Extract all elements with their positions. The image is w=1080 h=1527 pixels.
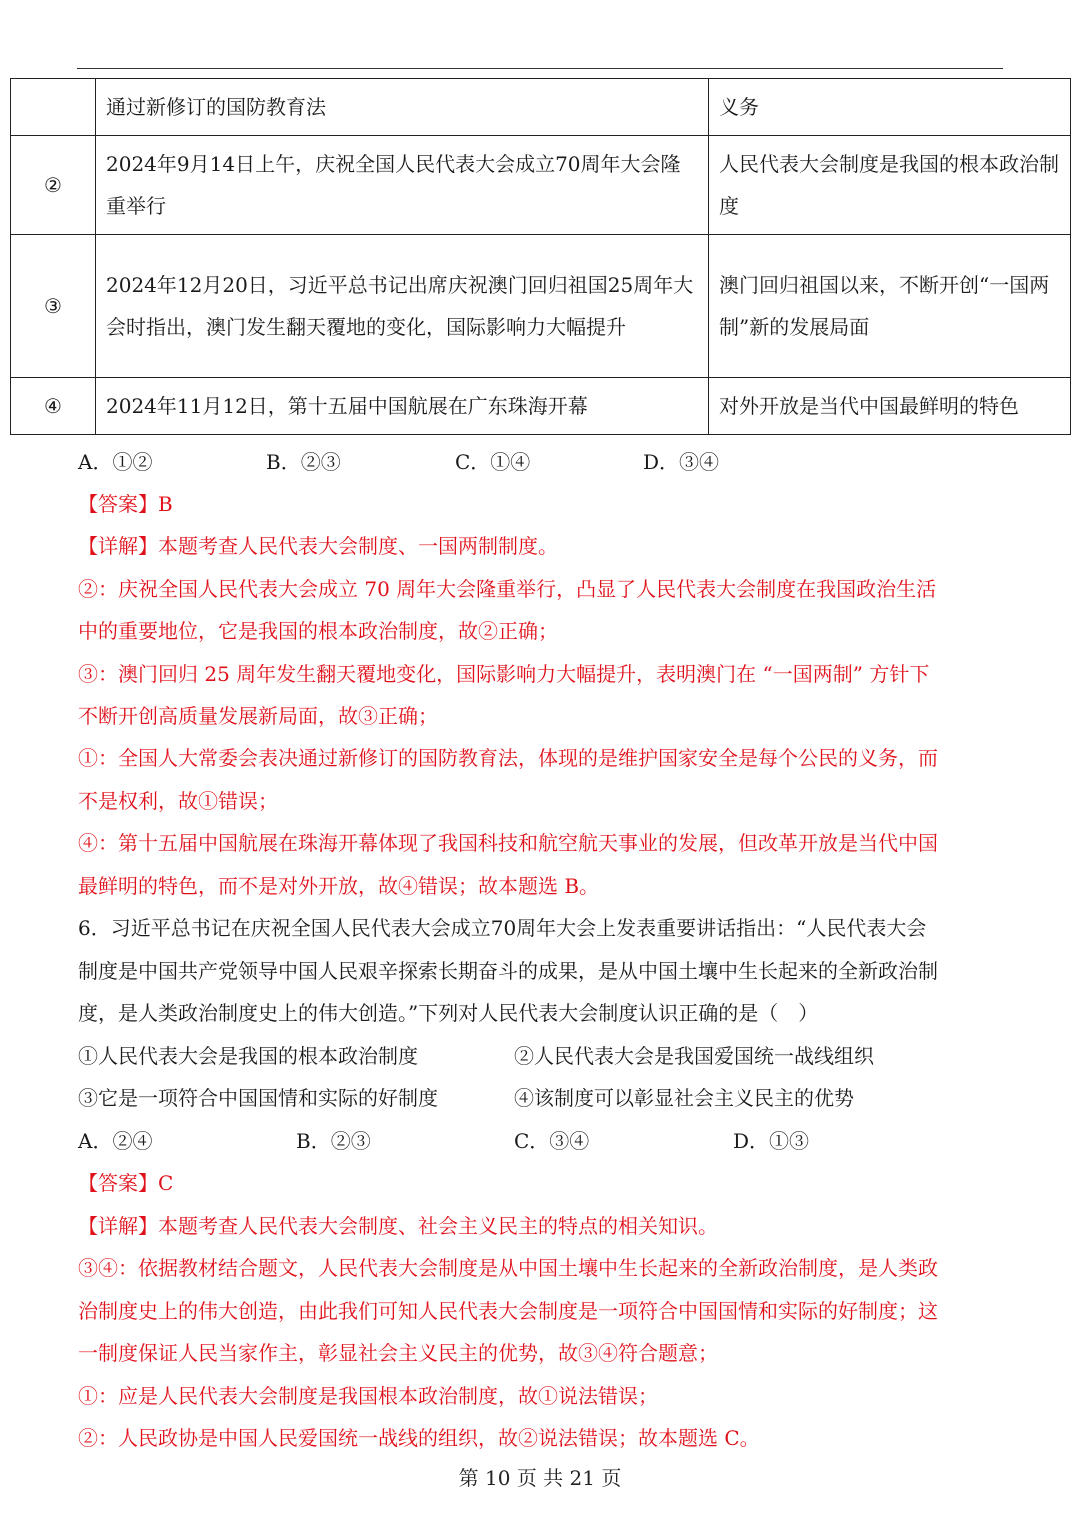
q5-option-c: C．①④ <box>455 450 531 474</box>
q6-statement: ④该制度可以彰显社会主义民主的优势 <box>514 1086 854 1110</box>
q5-detail-line <box>78 530 558 559</box>
q5-detail-line: 中的重要地位，它是我国的根本政治制度，故②正确； <box>78 619 558 643</box>
q6-option-c: C．③④ <box>514 1129 590 1153</box>
row-number: ④ <box>11 378 96 435</box>
row-point: 人民代表大会制度是我国的根本政治制度 <box>709 136 1071 235</box>
row-point: 义务 <box>709 79 1071 136</box>
q6-stem-line: 6．习近平总书记在庆祝全国人民代表大会成立70周年大会上发表重要讲话指出：“人民代表大会 <box>78 916 927 940</box>
row-event: 2024年9月14日上午，庆祝全国人民代表大会成立70周年大会隆重举行 <box>96 136 709 235</box>
table-row <box>11 235 1071 378</box>
q5-detail-text: 本题考查人民代表大会制度、一国两制制度。 <box>158 534 558 558</box>
q6-stem-line: 度，是人类政治制度史上的伟大创造。”下列对人民代表大会制度认识正确的是（ ） <box>78 1001 819 1025</box>
q6-answer: 【答案】C <box>78 1171 174 1195</box>
row-event: 2024年11月12日，第十五届中国航展在广东珠海开幕 <box>96 378 709 435</box>
row-event: 通过新修订的国防教育法 <box>96 79 709 136</box>
row-event: 2024年12月20日，习近平总书记出席庆祝澳门回归祖国25周年大会时指出，澳门发生翻天覆地的变化，国际影响力大幅提升 <box>96 235 709 378</box>
q5-answer: 【答案】B <box>78 492 173 516</box>
q6-detail-tag: 【详解】 <box>78 1214 158 1238</box>
q5-detail-line: ④：第十五届中国航展在珠海开幕体现了我国科技和航空航天事业的发展，但改革开放是当代中国 <box>78 831 938 855</box>
row-number <box>11 79 96 136</box>
q6-detail-text: 本题考查人民代表大会制度、社会主义民主的特点的相关知识。 <box>158 1214 718 1238</box>
q5-detail-line: ③：澳门回归 25 周年发生翻天覆地变化，国际影响力大幅提升，表明澳门在 “一国两制” 方针下 <box>78 662 930 686</box>
q6-option-d: D．①③ <box>733 1129 810 1153</box>
header-rule <box>77 68 1003 69</box>
row-point: 对外开放是当代中国最鲜明的特色 <box>709 378 1071 435</box>
table-row <box>11 79 1071 136</box>
q5-detail-line: 不断开创高质量发展新局面，故③正确； <box>78 704 438 728</box>
q5-detail-line: ①：全国人大常委会表决通过新修订的国防教育法，体现的是维护国家安全是每个公民的义务，而 <box>78 746 938 770</box>
row-point: 澳门回归祖国以来，不断开创“一国两制”新的发展局面 <box>709 235 1071 378</box>
q5-option-d: D．③④ <box>643 450 720 474</box>
q6-detail-line <box>78 1210 718 1239</box>
q6-detail-line: ②：人民政协是中国人民爱国统一战线的组织，故②说法错误；故本题选 C。 <box>78 1426 760 1450</box>
q6-detail-line: ①：应是人民代表大会制度是我国根本政治制度，故①说法错误； <box>78 1384 658 1408</box>
question-table <box>10 78 1071 435</box>
q6-statement: ①人民代表大会是我国的根本政治制度 <box>78 1044 418 1068</box>
q5-option-a: A．①② <box>78 450 153 474</box>
table-row <box>11 136 1071 235</box>
q6-detail-line: 治制度史上的伟大创造，由此我们可知人民代表大会制度是一项符合中国国情和实际的好制度；这 <box>78 1299 938 1323</box>
page-footer: 第 10 页 共 21 页 <box>458 1466 622 1490</box>
table-row <box>11 378 1071 435</box>
q6-option-b: B．②③ <box>296 1129 371 1153</box>
row-number: ③ <box>11 235 96 378</box>
q6-statement: ③它是一项符合中国国情和实际的好制度 <box>78 1086 438 1110</box>
q5-option-b: B．②③ <box>266 450 341 474</box>
q6-stem-line: 制度是中国共产党领导中国人民艰辛探索长期奋斗的成果，是从中国土壤中生长起来的全新政治制 <box>78 959 938 983</box>
q6-option-a: A．②④ <box>78 1129 153 1153</box>
q6-detail-line: ③④：依据教材结合题文，人民代表大会制度是从中国土壤中生长起来的全新政治制度，是人类政 <box>78 1256 938 1280</box>
row-number: ② <box>11 136 96 235</box>
q5-detail-line: ②：庆祝全国人民代表大会成立 70 周年大会隆重举行，凸显了人民代表大会制度在我国政治生活 <box>78 577 937 601</box>
q5-detail-line: 不是权利，故①错误； <box>78 789 278 813</box>
q5-detail-line: 最鲜明的特色，而不是对外开放，故④错误；故本题选 B。 <box>78 874 600 898</box>
q5-detail-tag: 【详解】 <box>78 534 158 558</box>
q6-detail-line: 一制度保证人民当家作主，彰显社会主义民主的优势，故③④符合题意； <box>78 1341 718 1365</box>
q6-statement: ②人民代表大会是我国爱国统一战线组织 <box>514 1044 874 1068</box>
